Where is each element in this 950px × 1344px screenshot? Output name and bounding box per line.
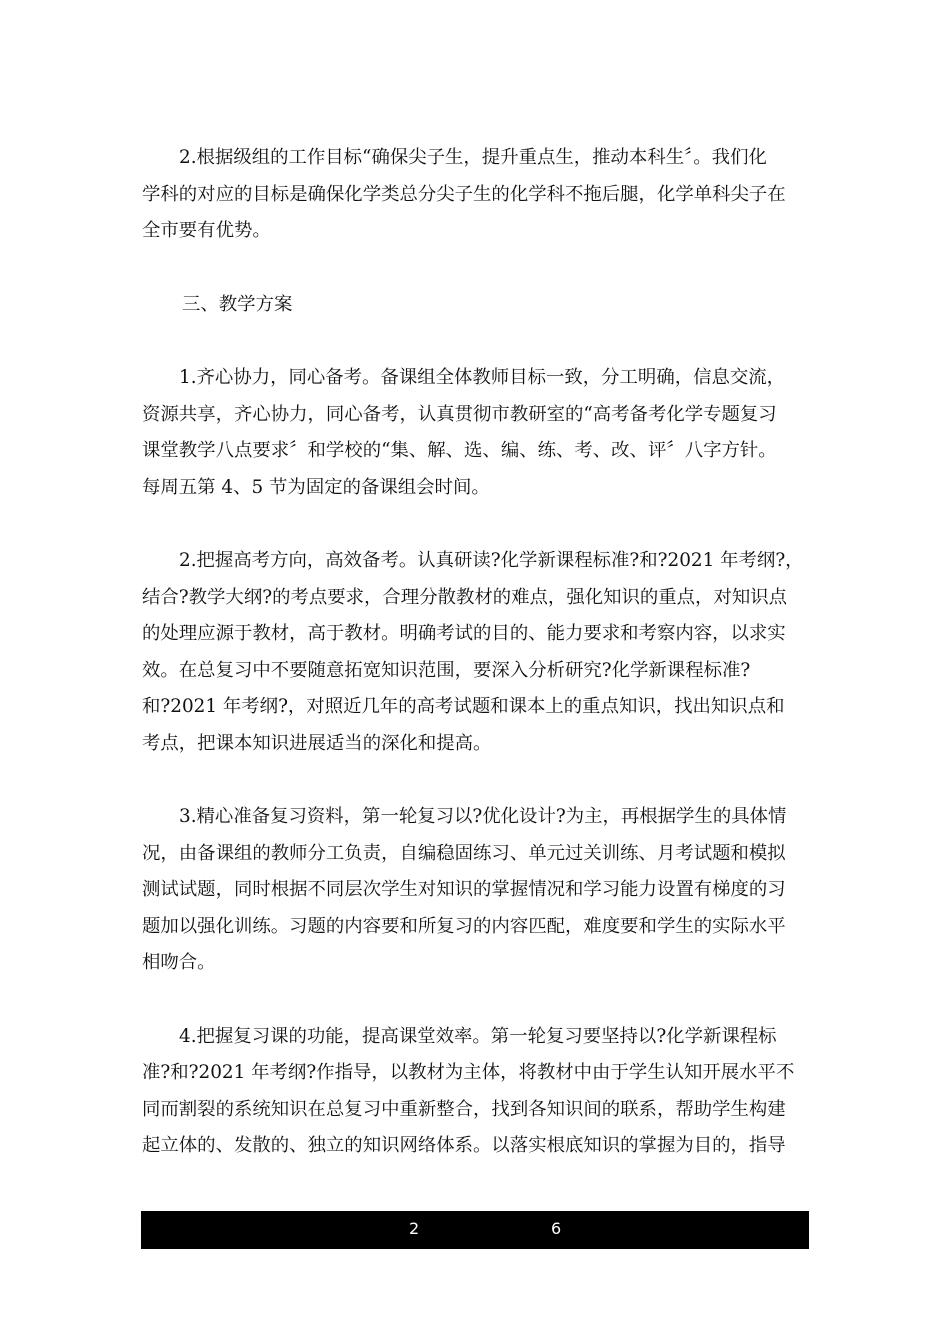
plan-item-4: [142, 1019, 810, 1165]
plan-item-3: [142, 799, 810, 982]
text-line: 效。在总复习中不要随意拓宽知识范围，要深入分析研究?化学新课程标准?: [142, 659, 751, 681]
text-line: 起立体的、发散的、独立的知识网络体系。以落实根底知识的掌握为目的，指导: [142, 1135, 786, 1156]
text-line: 测试试题，同时根据不同层次学生对知识的掌握情况和学习能力设置有梯度的习: [142, 879, 786, 900]
text-line: 每周五第 4、5 节为固定的备课组会时间。: [142, 476, 490, 498]
text-line: 的处理应源于教材，高于教材。明确考试的目的、能力要求和考察内容，以求实: [142, 623, 786, 644]
plan-item-2: [142, 543, 810, 762]
text-line: 和?2021 年考纲?，对照近几年的高考试题和课本上的重点知识，找出知识点和: [142, 696, 785, 717]
section-heading: 三、教学方案: [182, 293, 293, 315]
text-line: 题加以强化训练。习题的内容要和所复习的内容匹配，难度要和学生的实际水平: [142, 915, 786, 937]
plan-item-1: [142, 360, 810, 506]
text-line: 学科的对应的目标是确保化学类总分尖子生的化学科不拖后腿，化学单科尖子在: [142, 183, 786, 205]
text-line: 结合?教学大纲?的考点要求，合理分散教材的难点，强化知识的重点，对知识点: [142, 586, 788, 608]
text-line: 况，由备课组的教师分工负责，自编稳固练习、单元过关训练、月考试题和模拟: [142, 842, 786, 864]
paragraph-target: [142, 140, 810, 250]
text-line: 同而割裂的系统知识在总复习中重新整合，找到各知识间的联系，帮助学生构建: [142, 1098, 786, 1120]
document-body: [142, 140, 810, 1202]
text-line: 资源共享，齐心协力，同心备考，认真贯彻市教研室的“高考备考化学专题复习: [142, 403, 777, 425]
text-line: 2.根据级组的工作目标“确保尖子生，提升重点生，推动本科生〞。我们化: [179, 147, 767, 168]
page-footer-bar: [141, 1211, 809, 1249]
text-line: 3.精心准备复习资料，第一轮复习以?优化设计?为主，再根据学生的具体情: [179, 806, 787, 827]
text-line: 全市要有优势。: [142, 220, 271, 241]
total-pages-number: 6: [551, 1219, 562, 1238]
text-line: 课堂教学八点要求〞和学校的“集、解、选、编、练、考、改、评〞八字方针。: [142, 440, 777, 461]
current-page-number: 2: [409, 1219, 420, 1238]
text-line: 4.把握复习课的功能，提高课堂效率。第一轮复习要坚持以?化学新课程标: [179, 1025, 777, 1047]
text-line: 准?和?2021 年考纲?作指导，以教材为主体，将教材中由于学生认知开展水平不: [142, 1062, 795, 1083]
text-line: 1.齐心协力，同心备考。备课组全体教师目标一致，分工明确，信息交流，: [179, 367, 786, 388]
text-line: 相吻合。: [142, 952, 216, 973]
text-line: 2.把握高考方向，高效备考。认真研读?化学新课程标准?和?2021 年考纲?，: [179, 550, 804, 571]
text-line: 考点，把课本知识进展适当的深化和提高。: [142, 732, 492, 754]
